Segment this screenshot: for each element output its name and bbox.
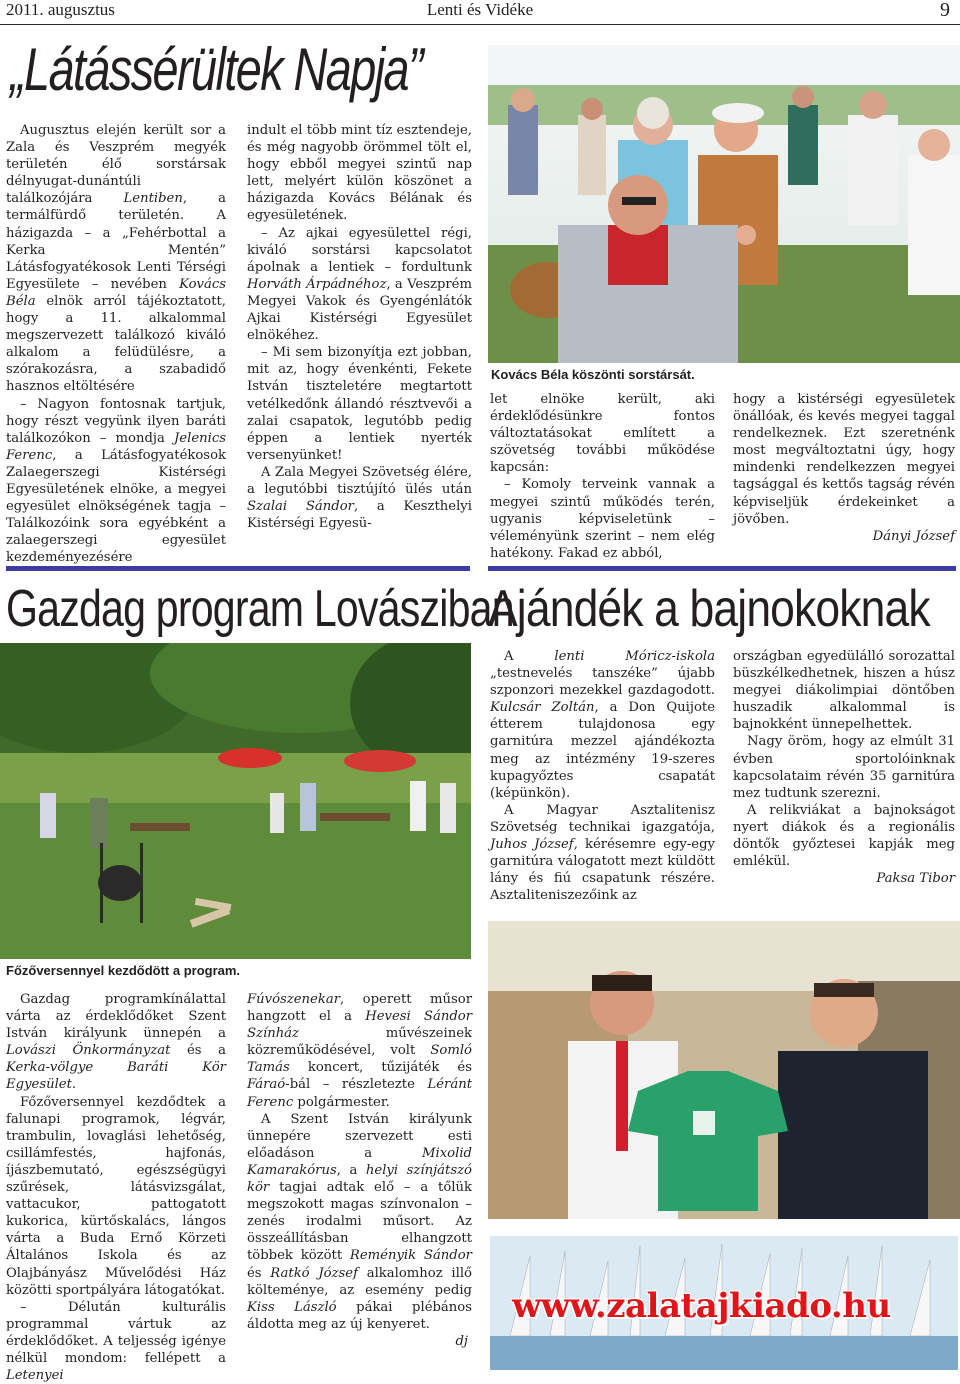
article3-col1-para: A Magyar Asztalitenisz Szövetség technikai igazgatója, Juhos József, kérésemre egy-egy garnitúra válogatott mezt küldött lány és fiú csapatunk részére. Asztaliteniszezőink az	[490, 802, 715, 904]
article1-signature: Dányi József	[872, 528, 955, 544]
banner-zalatajkiado[interactable]	[490, 1236, 958, 1370]
article2-col2-para: Fúvószenekar, operett műsor hangzott el a Hevesi Sándor Színház művészeinek közreműködésével, volt Somló Tamás koncert, tűzijáték és Fáraó-bál – részletezte Léránt Ferenc polgármester.	[247, 992, 472, 1110]
article2-column2	[247, 991, 472, 1350]
article2-col1-para: – Délután kulturális programmal vártuk az érdeklődőket. A teljesség igénye nélkül mondom: fellépett a Letenyei	[6, 1299, 226, 1384]
a1c1-name2: Jelenics Ferenc	[6, 430, 226, 463]
article1-col4-para: hogy a kistérségi egyesületek önállóak, és kevés megyei taggal rendelkeznek. Ezt szeretnénk most megváltoztatni úgy, hogy mindenki rendelkezzen megyei tagsággal és kettős tagság révén képviseljük érdekeinket a jövőben.	[733, 392, 955, 527]
page-number: 9	[940, 0, 950, 21]
article3-signature: Paksa Tibor	[876, 871, 955, 887]
photo-lovaszi-image	[0, 643, 471, 959]
article1-col2-para: – Az ajkai egyesülettel régi, kiváló sorstársi kapcsolatot ápolnak a lentiek – fordultunk Horváth Árpádnéhoz, a Veszprém Megyei Vakok és Gyengénlátók Ajkai Kistérségi Egyesület elnökéhez.	[247, 225, 472, 344]
article1-column4	[733, 391, 955, 545]
article3-column1	[490, 648, 715, 904]
article3-col2-para: Nagy öröm, hogy az elmúlt 31 évben sportolóinknak kapcsolataim révén 35 garnitúra mez tudtunk szerezni.	[733, 734, 955, 801]
a1c1-text-b: , a termálfürdő területén. A házigazda – a „Fehérbottal a Kerka Mentén” Látásfogyatékosok Lenti Térségi Egyesülete – nevében	[6, 191, 226, 292]
article2-col1-para: Főzőversennyel kezdődtek a falunapi programok, légvár, trambulin, lovaglási lehetőség, csillámfestés, hajfonás, íjászbemutató, egészségügyi szűrések, látásvizsgálat, vattacukor, pattogatott kukorica, kürtőskalács, lángos várta a Buda Ernő Körzeti Általános Iskola és az Olajbányász Művelődési Ház közötti sportpályára látogatókat.	[6, 1094, 226, 1298]
issue-date: 2011. augusztus	[6, 0, 115, 19]
article-title-ajandek: Ajándék a bajnokoknak	[488, 580, 930, 638]
article1-col3-para: let elnöke került, aki érdeklődésünkre fontos változtatásokat említett a szövetség további működése kapcsán:	[490, 392, 715, 476]
photo-jersey-image	[488, 921, 960, 1219]
article2-col2-para: A Szent István királyunk ünnepére szervezett esti előadáson a Mixolid Kamarakórus, a helyi színjátszó kör tagjai adtak elő – a tőlük megszokott magas színvonalon – zenés irodalmi műsort. Az összeállításban elhangzott többek között Reményik Sándor és Ratkó József alkalomhoz illő költeménye, az esemény pedig Kiss László pákai plébános áldotta meg az új kenyeret.	[247, 1111, 472, 1332]
a1c1-text-c: elnök arról tájékoztatott, hogy a 11. alkalommal megszervezett találkozó kiváló alkalom a felüdülésre, a szórakozásra, a szabadidő hasznos eltöltésére	[6, 293, 226, 395]
photo-greeting-caption: Kovács Béla köszönti sorstársát.	[491, 367, 695, 382]
a1c1-text-a: Augusztus elején került sor a Zala és Veszprém megyék területén élő sorstársak délnyugat-dunántúli találkozójára	[6, 123, 226, 207]
article3-col2-para: országban egyedülálló sorozattal büszkélkedhetnek, hiszen a húsz megyei diákolimpiai döntőben huszadik alkalommal is bajnokként ünnepelhettek.	[733, 649, 955, 733]
banner-url[interactable]: www.zalatajkiado.hu	[512, 1286, 891, 1326]
a1c1-place: Lentiben	[123, 191, 183, 207]
article1-col1-para	[6, 396, 226, 567]
article-title-lovaszi: Gazdag program Lovásziban	[6, 580, 514, 638]
a1c1-text-d: – Nagyon fontosnak tartjuk, hogy részt vegyünk ilyen baráti találkozókon – mondja	[6, 396, 226, 446]
article2-col1-para: Gazdag programkínálattal várta az érdeklődőket Szent István királyunk ünnepén a Lovászi Önkormányzat és a Kerka-völgye Baráti Kör Egyesület.	[6, 992, 226, 1093]
photo-lovaszi-caption: Főzőversennyel kezdődött a program.	[6, 963, 241, 978]
section-divider-left	[6, 566, 470, 571]
article1-column3	[490, 391, 715, 562]
section-divider-right	[488, 566, 956, 571]
article1-column1	[6, 122, 226, 566]
article1-col2-para: – Mi sem bizonyítja ezt jobban, mit az, hogy évenkénti, Fekete István tiszteletére megtartott vetélkedőnk állandó résztvevői a zalai csapatok, legutóbb pedig éppen a lentiek nyerték versenyünket!	[247, 345, 472, 463]
photo-greeting	[488, 45, 960, 363]
article2-signature: dj	[455, 1333, 468, 1349]
article1-col2-para: indult el több mint tíz esztendeje, és még nagyobb örömmel tölt el, hogy ebből megyei szintű nap lett, melyért külön köszönet a házigazda Kovács Bélának és egyesületének.	[247, 123, 472, 224]
article1-col3-para: – Komoly terveink vannak a megyei szintű működés terén, ugyanis képviseletünk – véleményünk szerint – nem elég hatékony. Fakad ez abból,	[490, 477, 715, 561]
newspaper-name: Lenti és Vidéke	[426, 0, 534, 19]
article2-column1	[6, 991, 226, 1384]
article1-col1-para	[6, 122, 226, 396]
article1-column2	[247, 122, 472, 532]
photo-lovaszi-festival	[0, 643, 471, 959]
a1c1-name: Kovács Béla	[6, 276, 226, 309]
article1-col2-para: A Zala Megyei Szövetség élére, a legutóbbi tisztújító ülés után Szalai Sándor, a Keszthelyi Kistérségi Egyesü-	[247, 464, 472, 532]
article3-column2	[733, 648, 955, 887]
article3-col1-para: A lenti Móricz-iskola „testnevelés tanszéke” újabb szponzori mezekkel gazdagodott. Kulcsár Zoltán, a Don Quijote étterem tulajdonosa egy garnitúra mezzel ajándékozta meg az intézmény 19-szeres kupagyőztes csapatát (képünkön).	[490, 649, 715, 801]
article-title-latassérultek: „Látássérültek Napja”	[10, 36, 423, 103]
photo-greeting-image	[488, 45, 960, 363]
a1c1-text-e: , a Látásfogyatékosok Zalaegerszegi Kistérségi Egyesületének elnöke, a megyei egyesület elnökségének tagja – Találkozóink sora egyébként a zalaegerszegi egyesület kezdeményezésére	[6, 447, 226, 566]
photo-jersey-presentation	[488, 921, 960, 1219]
article3-col2-para: A relikviákat a bajnokságot nyert diákok és a regionális döntők győztesei kapják meg emlékül.	[733, 802, 955, 870]
